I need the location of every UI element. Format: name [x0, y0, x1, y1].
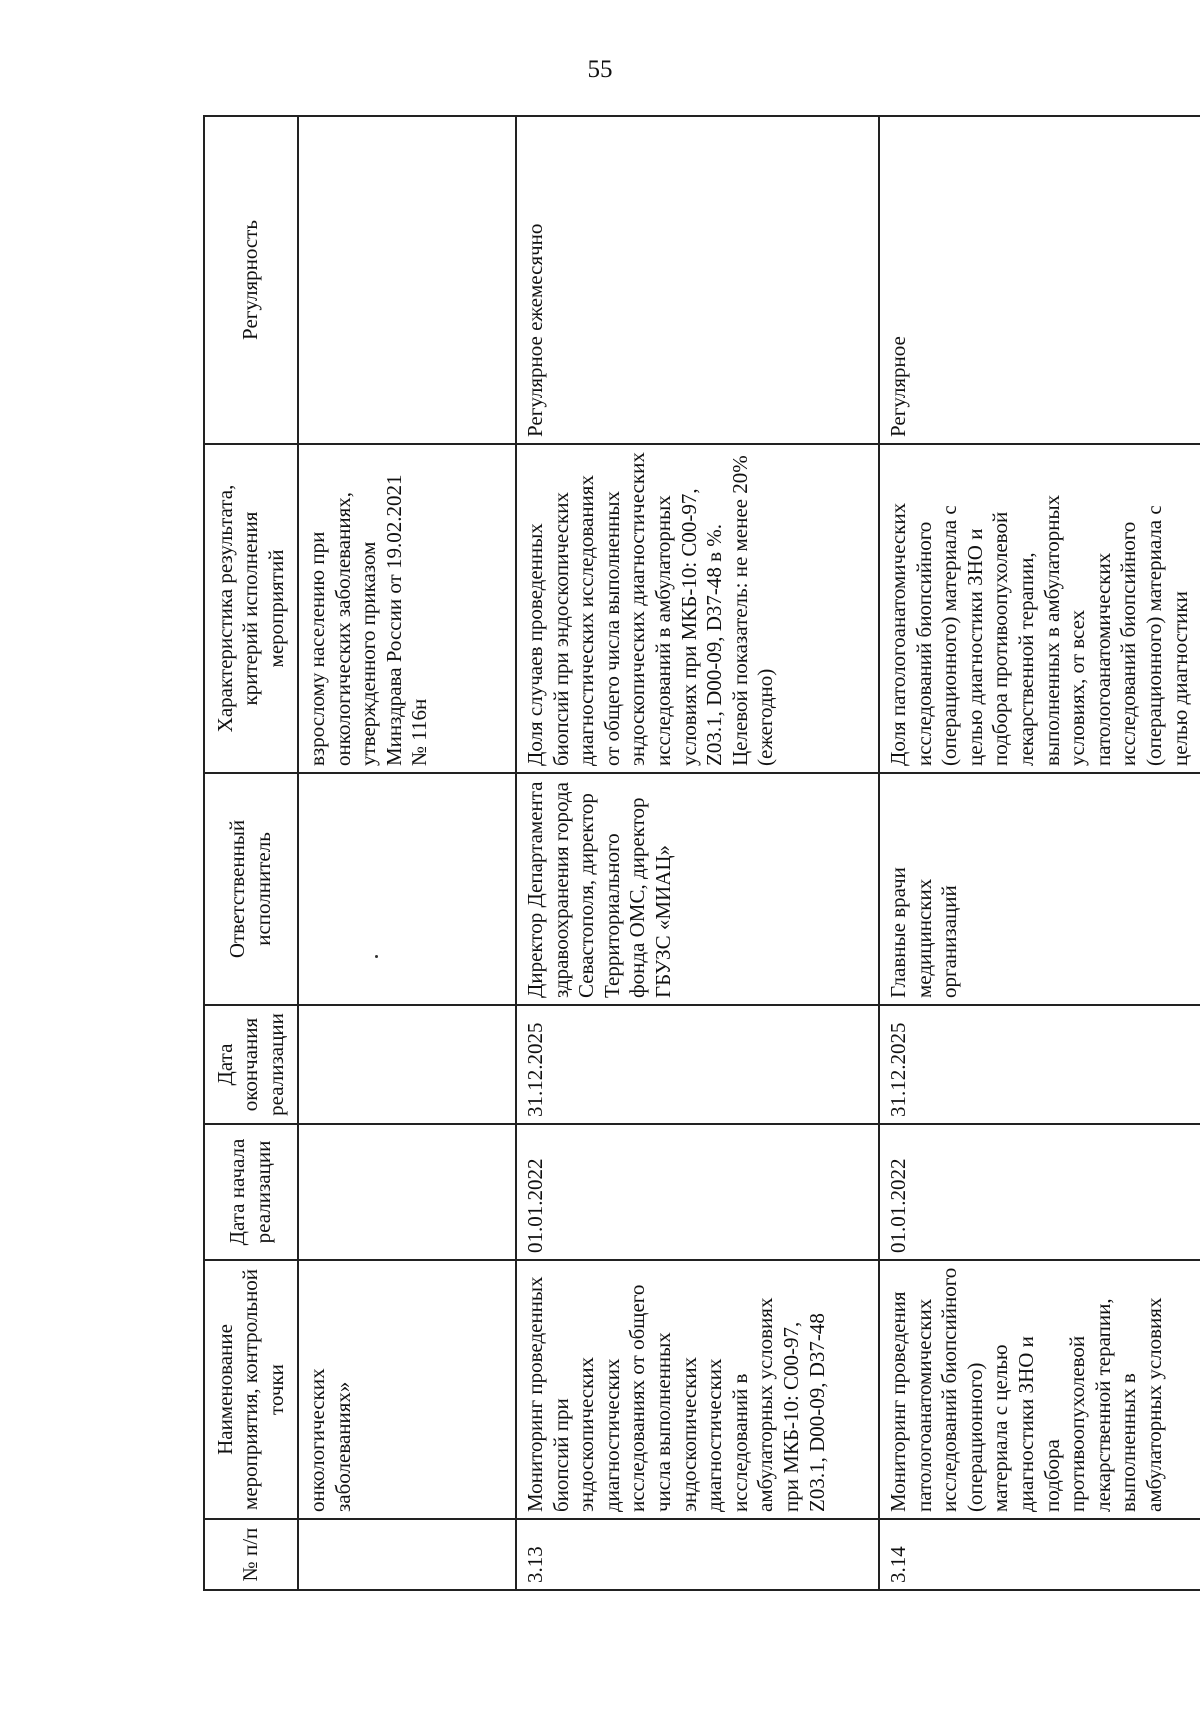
- cell-start: [298, 1124, 516, 1260]
- cell-regularity: [298, 116, 516, 444]
- rotated-table-container: [203, 117, 1200, 1591]
- cell-regularity: Регулярное: [879, 116, 1200, 444]
- cell-regularity: Регулярное ежемесячно: [516, 116, 879, 444]
- header-regularity: Регулярность: [204, 116, 298, 444]
- cell-start: 01.01.2022: [879, 1124, 1200, 1260]
- table-row: [298, 116, 516, 1590]
- table-row: [879, 116, 1200, 1590]
- cell-end: 31.12.2025: [516, 1005, 879, 1124]
- table-row: [516, 116, 879, 1590]
- table-header-row: [204, 116, 298, 1590]
- cell-num: 3.14: [879, 1519, 1200, 1590]
- cell-criteria: взрослому населению при онкологических заболеваниях, утвержденного приказом Минздрава России от 19.02.2021 № 116н: [298, 444, 516, 773]
- cell-num: [298, 1519, 516, 1590]
- header-start: Дата начала реализации: [204, 1124, 298, 1260]
- cell-name: Мониторинг проведенных биопсий при эндоскопических диагностических исследованиях от общего числа выполненных эндоскопических диагностических исследований в амбулаторных условиях при МКБ-10: C00-97, Z03.1, D00-09, D37-48: [516, 1260, 879, 1519]
- measures-table-frame: [203, 117, 1200, 1591]
- stray-mark: [375, 955, 378, 958]
- measures-table: [203, 115, 1200, 1591]
- cell-name: онкологических заболеваниях»: [298, 1260, 516, 1519]
- header-name: Наименование мероприятия, контрольной точки: [204, 1260, 298, 1519]
- cell-responsible: Главные врачи медицинских организаций: [879, 773, 1200, 1005]
- header-end: Дата окончания реализации: [204, 1005, 298, 1124]
- header-responsible: Ответственный исполнитель: [204, 773, 298, 1005]
- cell-num: 3.13: [516, 1519, 879, 1590]
- header-num: № п/п: [204, 1519, 298, 1590]
- cell-end: 31.12.2025: [879, 1005, 1200, 1124]
- cell-responsible: [298, 773, 516, 1005]
- page-number: 55: [587, 56, 613, 83]
- cell-criteria: Доля патологоанатомических исследований биопсийного (операционного) материала с целью диагностики ЗНО и подбора противоопухолевой лекарственной терапии, выполненных в амбулаторных условиях, от всех патологоанатомических исследований биопсийного (операционного) материала с целью диагностики: [879, 444, 1200, 773]
- cell-start: 01.01.2022: [516, 1124, 879, 1260]
- cell-end: [298, 1005, 516, 1124]
- header-criteria: Характеристика результата, критерий исполнения мероприятий: [204, 444, 298, 773]
- cell-responsible: Директор Департамента здравоохранения города Севастополя, директор Территориального фонда ОМС, директор ГБУЗС «МИАЦ»: [516, 773, 879, 1005]
- cell-criteria: Доля случаев проведенных биопсий при эндоскопических диагностических исследованиях от общего числа выполненных эндоскопических диагностических исследований в амбулаторных условиях при МКБ-10: С00-97, Z03.1, D00-09, D37-48 в %. Целевой показатель: не менее 20% (ежегодно): [516, 444, 879, 773]
- cell-name: Мониторинг проведения патологоанатомических исследований биопсийного (операционного) материала с целью диагностики ЗНО и подбора противоопухолевой лекарственной терапии, выполненных в амбулаторных условиях: [879, 1260, 1200, 1519]
